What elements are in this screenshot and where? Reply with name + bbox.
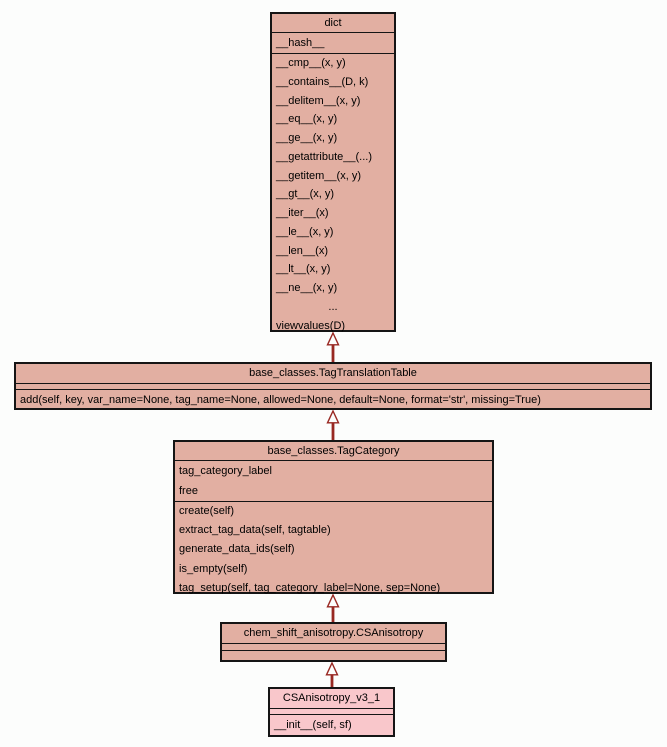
class-title: base_classes.TagTranslationTable: [16, 364, 650, 384]
method-item: __cmp__(x, y): [276, 57, 346, 69]
method-item: create(self): [179, 505, 235, 517]
class-box-cs-anisotropy-v3-1[interactable]: [268, 687, 395, 737]
class-box-tag-translation-table[interactable]: [14, 362, 652, 410]
method-item: __init__(self, sf): [274, 719, 352, 731]
class-box-dict[interactable]: [270, 12, 396, 332]
class-methods: [16, 390, 650, 410]
class-title: dict: [272, 14, 394, 33]
method-item: __getitem__(x, y): [276, 169, 361, 182]
attribute-item: __hash__: [276, 37, 325, 49]
class-title: chem_shift_anisotropy.CSAnisotropy: [222, 624, 445, 644]
method-item: __gt__(x, y): [276, 188, 335, 201]
method-item: __lt__(x, y): [276, 263, 331, 276]
method-item: viewvalues(D): [276, 319, 346, 332]
method-item: generate_data_ids(self): [179, 543, 295, 556]
class-box-tag-category[interactable]: [173, 440, 494, 594]
method-item: __contains__(D, k): [276, 75, 369, 88]
class-methods-empty: [222, 651, 445, 660]
inheritance-arrow: [324, 662, 340, 687]
method-item: add(self, key, var_name=None, tag_name=None, allowed=None, default=None, format='str', missing=True): [20, 394, 541, 406]
method-item: extract_tag_data(self, tagtable): [179, 524, 331, 537]
method-ellipsis: ...: [328, 300, 338, 313]
class-attributes: [175, 461, 492, 502]
method-item: __len__(x): [276, 244, 328, 257]
class-attributes-empty: [222, 644, 445, 651]
class-title: CSAnisotropy_v3_1: [270, 689, 393, 709]
class-title: base_classes.TagCategory: [175, 442, 492, 461]
class-methods: [272, 54, 394, 335]
method-item: is_empty(self): [179, 562, 248, 575]
class-methods: [270, 715, 393, 736]
method-item: __eq__(x, y): [276, 113, 338, 126]
inheritance-arrow: [325, 332, 341, 362]
attribute-item: tag_category_label: [179, 465, 272, 477]
method-item: __getattribute__(...): [276, 150, 373, 163]
method-item: __iter__(x): [276, 207, 329, 219]
method-item: __ne__(x, y): [276, 282, 338, 294]
class-methods: [175, 502, 492, 598]
inheritance-arrow: [325, 594, 341, 622]
attribute-item: free: [179, 485, 198, 497]
method-item: __delitem__(x, y): [276, 94, 361, 107]
inheritance-arrow: [325, 410, 341, 440]
class-box-cs-anisotropy[interactable]: [220, 622, 447, 662]
method-item: __ge__(x, y): [276, 132, 338, 144]
method-item: __le__(x, y): [276, 225, 334, 238]
method-item: tag_setup(self, tag_category_label=None, sep=None): [179, 581, 441, 594]
class-attributes: [272, 33, 394, 54]
